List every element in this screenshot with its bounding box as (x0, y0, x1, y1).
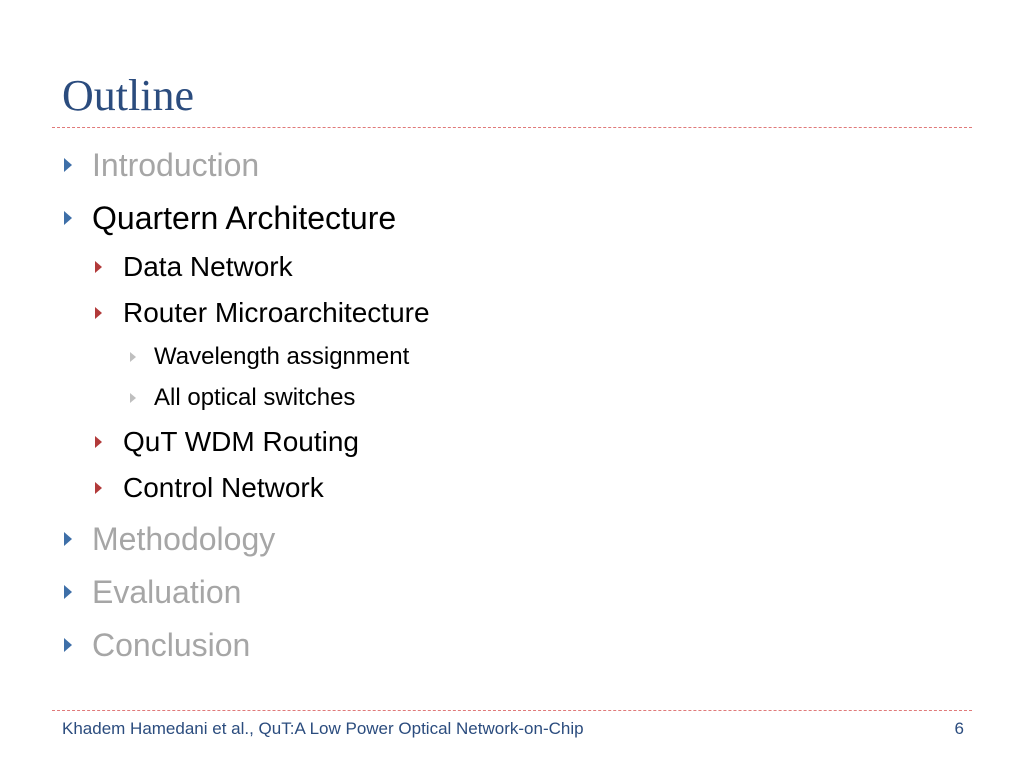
bullet-arrow-icon (130, 352, 136, 362)
bullet-arrow-icon (95, 482, 102, 494)
bullet-arrow-icon (95, 436, 102, 448)
bullet-arrow-icon (64, 585, 72, 599)
outline-item-wavelength-assignment (154, 342, 409, 372)
outline-item-qut-wdm-routing (123, 425, 359, 459)
outline-item-introduction (92, 145, 259, 185)
outline-item-label: Wavelength assignment (154, 343, 410, 370)
outline-item-router-microarchitecture (123, 296, 430, 330)
page-number: 6 (954, 719, 964, 738)
bullet-arrow-icon (64, 532, 72, 546)
outline-item-label: Router Microarchitecture (123, 297, 430, 328)
slide-title: Outline (62, 71, 194, 120)
outline-item-label: Methodology (92, 521, 276, 557)
outline-item-quartern-architecture (92, 198, 396, 238)
outline-item-label: Conclusion (92, 627, 251, 663)
footer-citation: Khadem Hamedani et al., QuT:A Low Power Optical Network-on-Chip (62, 719, 584, 738)
outline-item-label: Data Network (123, 251, 293, 282)
outline-item-evaluation (92, 572, 241, 612)
bullet-arrow-icon (95, 307, 102, 319)
bullet-arrow-icon (64, 638, 72, 652)
bullet-arrow-icon (64, 158, 72, 172)
outline-item-conclusion (92, 625, 250, 665)
outline-item-label: All optical switches (154, 384, 356, 411)
outline-item-label: Quartern Architecture (92, 200, 397, 236)
footer-divider (52, 710, 972, 711)
bullet-arrow-icon (95, 261, 102, 273)
outline-item-label: Evaluation (92, 574, 242, 610)
outline-item-label: QuT WDM Routing (123, 426, 359, 457)
bullet-arrow-icon (64, 211, 72, 225)
outline-item-data-network (123, 250, 293, 284)
outline-item-methodology (92, 519, 275, 559)
bullet-arrow-icon (130, 393, 136, 403)
outline-item-label: Introduction (92, 147, 260, 183)
outline-item-control-network (123, 471, 324, 505)
outline-item-label: Control Network (123, 472, 324, 503)
outline-item-all-optical-switches (154, 383, 355, 413)
